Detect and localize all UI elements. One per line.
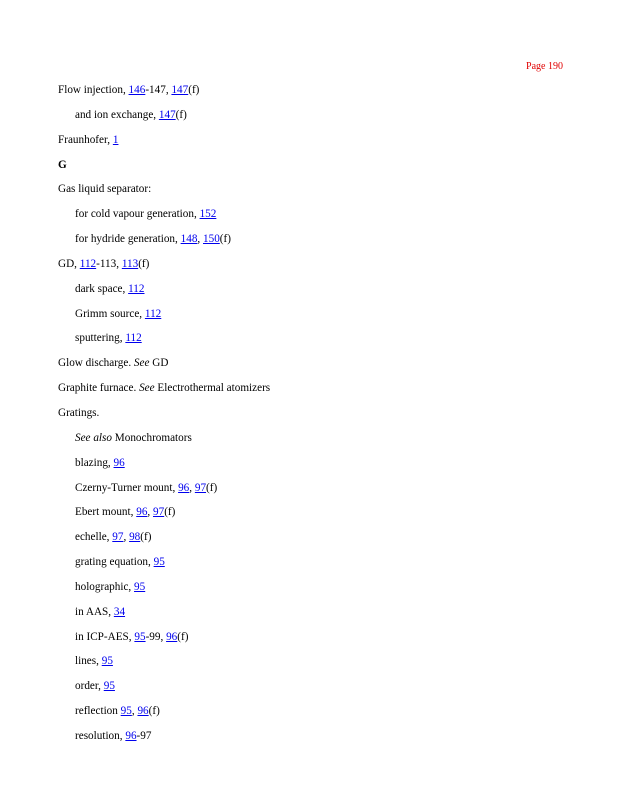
index-subentry: [0, 554, 617, 579]
entry-text: G: [58, 158, 67, 171]
page-link[interactable]: 95: [134, 630, 146, 643]
entry-text: for hydride generation,: [75, 233, 181, 246]
index-entry: [0, 82, 617, 107]
page-link[interactable]: 152: [199, 208, 217, 221]
page-number: Page 190: [526, 61, 563, 72]
index-subentry: [0, 703, 617, 728]
index-entry: [0, 256, 617, 281]
page-link[interactable]: 96: [125, 729, 137, 742]
entry-text: (f): [138, 257, 150, 270]
entry-text: for cold vapour generation,: [75, 208, 200, 221]
index-subentry: [0, 604, 617, 629]
entry-text: in AAS,: [75, 605, 114, 618]
entry-text: (f): [188, 84, 200, 96]
entry-text: Grimm source,: [75, 307, 145, 320]
index-subentry: [0, 231, 617, 256]
page-link[interactable]: 95: [134, 580, 146, 593]
index-subentry: [0, 330, 617, 355]
page-link[interactable]: 1: [112, 133, 119, 146]
entry-text: ,: [131, 705, 138, 718]
entry-text: (f): [175, 108, 187, 121]
entry-text: reflection: [75, 705, 121, 718]
page-link[interactable]: 112: [79, 257, 97, 270]
index-subentry: [0, 504, 617, 529]
index-letter-heading: [0, 157, 617, 182]
entry-text: holographic,: [75, 580, 135, 593]
page-link[interactable]: 96: [136, 506, 148, 519]
entry-text: echelle,: [75, 531, 113, 544]
page-link[interactable]: 95: [120, 705, 132, 718]
entry-text: (f): [148, 705, 160, 718]
entry-text: order,: [75, 680, 104, 693]
page-link[interactable]: 97: [194, 481, 207, 494]
entry-text: (f): [177, 630, 189, 643]
index-subentry: [0, 107, 617, 132]
page-link[interactable]: 95: [101, 655, 113, 668]
entry-text: dark space,: [75, 282, 129, 295]
index-subentry: [0, 653, 617, 678]
index-subentry: [0, 629, 617, 654]
index-entry: [0, 355, 617, 380]
index-entry: [0, 405, 617, 430]
entry-text: -147,: [145, 84, 172, 96]
page-link[interactable]: 112: [128, 282, 145, 295]
page-link[interactable]: 96: [137, 705, 149, 718]
entry-text: Monochromators: [111, 431, 192, 444]
page-link[interactable]: 96: [113, 456, 125, 469]
entry-text: Ebert mount,: [75, 506, 137, 519]
index-subentry: [0, 206, 617, 231]
page-link[interactable]: 97: [112, 531, 124, 544]
index-entry: [0, 181, 617, 206]
index-subentry: [0, 455, 617, 480]
entry-text: (f): [140, 531, 152, 544]
page-link[interactable]: 112: [125, 332, 142, 345]
index-subentry: [0, 678, 617, 703]
entry-text: GD,: [58, 257, 80, 270]
page-link[interactable]: 147: [158, 108, 176, 121]
see-reference-label: See: [139, 382, 155, 395]
page-link[interactable]: 150: [203, 233, 220, 246]
entry-text: -97: [136, 729, 152, 742]
page-link[interactable]: 95: [103, 680, 115, 693]
index-entry: [0, 132, 617, 157]
page-link[interactable]: 34: [113, 605, 126, 618]
entry-text: ,: [147, 506, 153, 519]
entry-text: ,: [197, 233, 203, 246]
entry-text: Flow injection,: [58, 84, 129, 96]
page-link[interactable]: 95: [153, 556, 165, 569]
entry-text: -113,: [96, 257, 122, 270]
entry-text: (f): [206, 481, 218, 494]
page-link[interactable]: 98: [129, 531, 141, 544]
entry-text: Glow discharge.: [58, 357, 134, 370]
entry-text: Graphite furnace.: [58, 382, 140, 395]
entry-text: ,: [123, 531, 130, 544]
entry-text: Czerny-Turner mount,: [75, 481, 179, 494]
entry-text: Gas liquid separator:: [58, 183, 152, 196]
entry-text: (f): [219, 233, 231, 246]
entry-text: sputtering,: [75, 332, 126, 345]
entry-text: GD: [149, 357, 169, 370]
index-subentry: [0, 579, 617, 604]
page-link[interactable]: 97: [153, 506, 165, 519]
entry-text: resolution,: [75, 729, 126, 742]
page-link[interactable]: 112: [144, 307, 162, 320]
page-link[interactable]: 147: [171, 84, 189, 96]
entry-text: Electrothermal atomizers: [154, 382, 271, 395]
index-subentry: [0, 430, 617, 455]
page-link[interactable]: 113: [121, 257, 139, 270]
entry-text: and ion exchange,: [75, 108, 159, 121]
entry-text: ,: [189, 481, 195, 494]
page-link[interactable]: 96: [166, 630, 178, 643]
see-reference-label: See also: [75, 431, 112, 444]
entry-text: grating equation,: [75, 556, 154, 569]
entry-text: Gratings.: [58, 406, 100, 419]
page-link[interactable]: 146: [128, 84, 146, 96]
index-subentry: [0, 281, 617, 306]
see-reference-label: See: [133, 357, 150, 370]
index-entry: [0, 380, 617, 405]
page-link[interactable]: 96: [178, 481, 190, 494]
page-link[interactable]: 148: [180, 233, 198, 246]
entry-text: lines,: [75, 655, 102, 668]
entry-text: -99,: [145, 630, 167, 643]
index-entries: [0, 82, 617, 753]
index-subentry: [0, 728, 617, 753]
entry-text: Fraunhofer,: [58, 133, 113, 146]
index-subentry: [0, 529, 617, 554]
index-subentry: [0, 480, 617, 505]
entry-text: blazing,: [75, 456, 114, 469]
index-subentry: [0, 306, 617, 331]
entry-text: in ICP-AES,: [75, 630, 135, 643]
entry-text: (f): [164, 506, 176, 519]
